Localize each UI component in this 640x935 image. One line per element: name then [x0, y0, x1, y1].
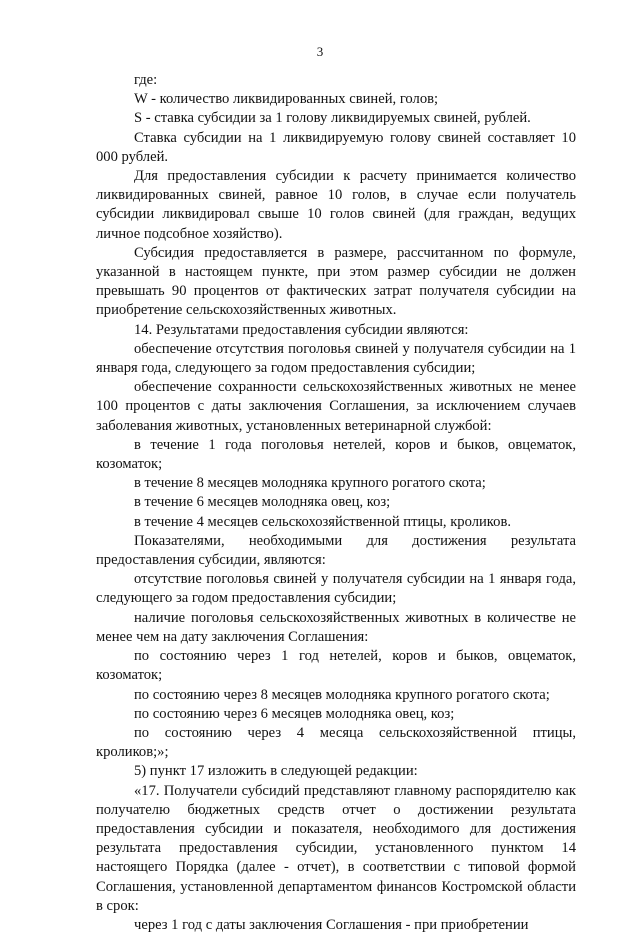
paragraph-where: где:: [134, 72, 158, 88]
paragraph-deadline: через 1 год с даты заключения Соглашения - при приобретении: [134, 916, 529, 933]
paragraph-status-six-months: по состоянию через 6 месяцев молодняка овец, коз;: [134, 705, 455, 722]
paragraph-item-5: 5) пункт 17 изложить в следующей редакции:: [134, 763, 418, 780]
paragraph-livestock-preservation: обеспечение сохранности сельскохозяйственных животных не менее 100 процентов с даты заключения Соглашения, за исключением случаев заболевания животных, установленных ветеринарной службой:: [96, 379, 576, 434]
paragraph-calculation-rule: Для предоставления субсидии к расчету принимается количество ликвидированных свиней, равное 10 голов, в случае если получатель субсидии ликвидировал свыше 10 голов свиней (для граждан, ведущих личное подсобное хозяйство).: [96, 168, 576, 242]
paragraph-status-one-year: по состоянию через 1 год нетелей, коров и быков, овцематок, козоматок;: [96, 648, 576, 684]
paragraph-one-year: в течение 1 года поголовья нетелей, коров и быков, овцематок, козоматок;: [96, 436, 576, 473]
paragraph-item-14: 14. Результатами предоставления субсидии являются:: [134, 321, 469, 338]
paragraph-six-months: в течение 6 месяцев молодняка овец, коз;: [134, 494, 391, 511]
paragraph-indicators: Показателями, необходимыми для достижения результата предоставления субсидии, являются:: [96, 532, 576, 569]
paragraph-no-pigs: обеспечение отсутствия поголовья свиней у получателя субсидии на 1 января года, следующего за годом предоставления субсидии;: [96, 340, 576, 377]
page-number: 3: [316, 44, 324, 59]
paragraph-eight-months: в течение 8 месяцев молодняка крупного рогатого скота;: [134, 475, 486, 492]
document-body: [96, 71, 576, 935]
paragraph-subsidy-rate: Ставка субсидии на 1 ликвидируемую голову свиней составляет 10 000 рублей.: [96, 129, 576, 165]
paragraph-status-four-months: по состоянию через 4 месяца сельскохозяйственной птицы, кроликов;»;: [96, 724, 576, 761]
paragraph-four-months: в течение 4 месяцев сельскохозяйственной птицы, кроликов.: [134, 513, 511, 530]
paragraph-s-definition: S - ставка субсидии за 1 голову ликвидируемых свиней, рублей.: [134, 110, 531, 127]
paragraph-status-eight-months: по состоянию через 8 месяцев молодняка крупного рогатого скота;: [134, 686, 550, 703]
paragraph-no-pigs-indicator: отсутствие поголовья свиней у получателя субсидии на 1 января года, следующего за годом предоставления субсидии;: [96, 571, 576, 607]
paragraph-subsidy-limit: Субсидия предоставляется в размере, рассчитанном по формуле, указанной в настоящем пункте, при этом размер субсидии не должен превышать 90 процентов от фактических затрат получателя субсидии на приобретение сельскохозяйственных животных.: [96, 244, 576, 319]
paragraph-w-definition: W - количество ликвидированных свиней, голов;: [134, 91, 439, 108]
paragraph-livestock-count: наличие поголовья сельскохозяйственных животных в количестве не менее чем на дату заключения Соглашения:: [96, 609, 576, 645]
paragraph-item-17: «17. Получатели субсидий представляют главному распорядителю как получателю бюджетных средств отчет о достижении результата предоставления субсидии и показателя, необходимого для достижения результата предоставления субсидии, установленного пунктом 14 настоящего Порядка (далее - отчет), в соответствии с типовой формой Соглашения, установленной департаментом финансов Костромской области в срок:: [96, 782, 576, 914]
